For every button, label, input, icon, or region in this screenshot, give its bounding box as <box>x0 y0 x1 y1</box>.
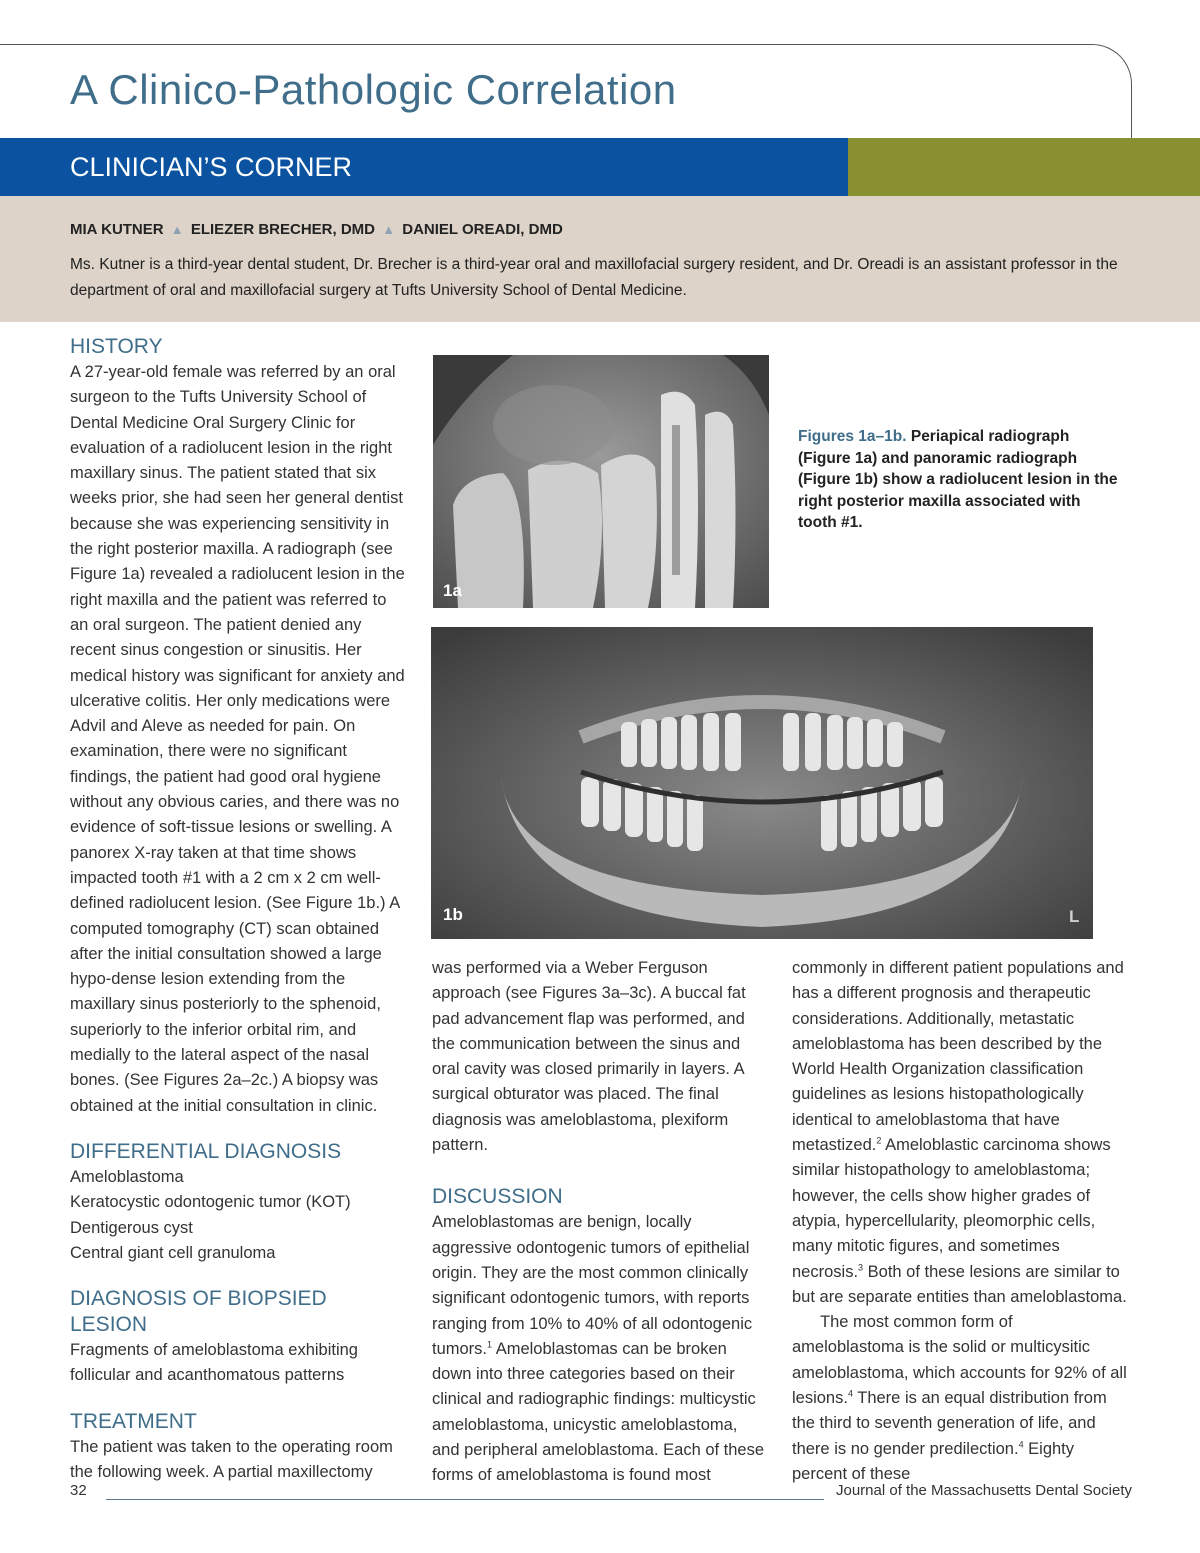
periapical-radiograph-image <box>433 355 769 608</box>
discussion-text: Ameloblastomas can be broken down into three categories based on their clinical and radiographic findings: multicystic ameloblastoma, unicystic ameloblastoma, and peripheral ameloblastoma. Each of these forms of ameloblastoma is found most <box>432 1339 765 1485</box>
reference-marker: 4 <box>1018 1439 1024 1450</box>
discussion-text: The most common form of ameloblastoma is the solid or multicysitic ameloblastoma, which accounts for 92% of all lesions. <box>792 1313 1127 1408</box>
reference-marker: 3 <box>858 1262 864 1273</box>
discussion-paragraph <box>792 1310 1128 1487</box>
right-column <box>792 956 1128 1487</box>
discussion-text: There is an equal distribution from the third to seventh generation of life, and there is no gender predilection. <box>792 1389 1107 1458</box>
discussion-text: Ameloblastic carcinoma shows similar histopathology to ameloblastoma; however, the cells show higher grades of atypia, hypercellularity, pleomorphic cells, many mitotic figures, and sometimes necrosis. <box>792 1136 1111 1281</box>
panoramic-radiograph-image <box>431 627 1093 939</box>
treatment-text: The patient was taken to the operating room the following week. A partial maxillectomy <box>70 1437 393 1481</box>
list-item: Central giant cell granuloma <box>70 1243 276 1262</box>
section-band-accent <box>848 138 1200 196</box>
separator-triangle-icon: ▲ <box>170 222 184 237</box>
figure-1a-radiograph <box>433 355 769 608</box>
list-item: Keratocystic odontogenic tumor (KOT) <box>70 1193 351 1212</box>
discussion-text: Both of these lesions are similar to but are separate entities than ameloblastoma. <box>792 1262 1127 1306</box>
history-text: A 27-year-old female was referred by an oral surgeon to the Tufts University School of Dental Medicine Oral Surgery Clinic for evaluation of a radiolucent lesion in the right maxillary sinus. The patient stated that six weeks prior, she had seen her general dentist because she was experiencing sensitivity in the right posterior maxilla. A radiograph (see Figure 1a) revealed a radiolucent lesion in the right maxilla and the patient was referred to an oral surgeon. The patient denied any recent sinus congestion or sinusitis. Her medical history was significant for anxiety and ulcerative colitis. Her only medications were Advil and Aleve as needed for pain. On examination, there were no significant findings, the patient had good oral hygiene without any obvious caries, and there was no evidence of soft-tissue lesions or swelling. A panorex X-ray taken at that time shows impacted tooth #1 with a 2 cm x 2 cm well-defined radiolucent lesion. (See Figure 1b.) A computed tomography (CT) scan obtained after the initial consultation showed a large hypo-dense lesion extending from the maxillary sinus posteriorly to the sphenoid, superiorly to the inferior orbital rim, and medially to the lateral aspect of the nasal bones. (See Figures 2a–2c.) A biopsy was obtained at the initial consultation in clinic. <box>70 363 405 1115</box>
diagnosis-text: Fragments of ameloblastoma exhibiting follicular and acanthomatous patterns <box>70 1341 358 1385</box>
side-marker: L <box>1069 907 1080 926</box>
discussion-text: Eighty percent of these <box>792 1439 1075 1483</box>
page-number: 32 <box>70 1482 87 1499</box>
journal-name: Journal of the Massachusetts Dental Society <box>836 1482 1132 1499</box>
author-list <box>70 221 563 238</box>
author-affiliation: Ms. Kutner is a third-year dental student, Dr. Brecher is a third-year oral and maxillofacial surgery resident, and Dr. Oreadi is an assistant professor in the department of oral and maxillofacial surgery at Tufts University School of Dental Medicine. <box>70 256 1118 299</box>
middle-column <box>432 956 766 1489</box>
author: MIA KUTNER <box>70 221 164 238</box>
differential-list <box>70 1165 406 1266</box>
discussion-text: Ameloblastomas are benign, locally aggressive odontogenic tumors of epithelial origin. They are the most common clinically significant odontogenic tumors, with reports ranging from 10% to 40% of all odontogenic tumors. <box>432 1213 753 1358</box>
caption-text: Periapical radiograph (Figure 1a) and panoramic radiograph (Figure 1b) show a radiolucent lesion in the right posterior maxilla associated with tooth #1. <box>798 428 1118 531</box>
discussion-paragraph <box>792 956 1128 1310</box>
treatment-heading: TREATMENT <box>70 1409 197 1433</box>
figure-1b-panoramic <box>431 627 1093 939</box>
author: ELIEZER BRECHER, DMD <box>190 221 376 238</box>
caption-title: Figures 1a–1b. <box>798 428 907 445</box>
differential-heading: DIFFERENTIAL DIAGNOSIS <box>70 1139 342 1163</box>
left-column <box>70 334 406 1485</box>
list-item: Ameloblastoma <box>70 1167 184 1186</box>
treatment-text-continued: was performed via a Weber Ferguson approach (see Figures 3a–3c). A buccal fat pad advancement flap was performed, and the communication between the sinus and oral cavity was closed primarily in layers. A surgical obturator was placed. The final diagnosis was ameloblastoma, plexiform pattern. <box>432 959 746 1155</box>
reference-marker: 1 <box>487 1339 493 1350</box>
discussion-paragraph <box>432 1210 766 1488</box>
diagnosis-heading: DIAGNOSIS OF BIOPSIED LESION <box>70 1287 327 1337</box>
author: DANIEL OREADI, DMD <box>402 221 563 238</box>
figure-caption <box>798 426 1118 534</box>
section-name: CLINICIAN’S CORNER <box>70 152 353 182</box>
reference-marker: 4 <box>847 1388 853 1399</box>
list-item: Dentigerous cyst <box>70 1218 193 1237</box>
figure-label: 1a <box>443 581 462 600</box>
separator-triangle-icon: ▲ <box>382 222 396 237</box>
history-heading: HISTORY <box>70 335 163 358</box>
figure-label: 1b <box>443 905 463 924</box>
discussion-text: commonly in different patient populations and has a different prognosis and therapeutic considerations. Additionally, metastatic ameloblastoma has been described by the World Health Organization classification guidelines as lesions histopathologically identical to ameloblastoma that have metastized. <box>792 959 1124 1155</box>
footer-rule <box>106 1499 824 1500</box>
page-title: A Clinico-Pathologic Correlation <box>70 66 677 113</box>
reference-marker: 2 <box>876 1135 882 1146</box>
discussion-heading: DISCUSSION <box>432 1185 563 1209</box>
